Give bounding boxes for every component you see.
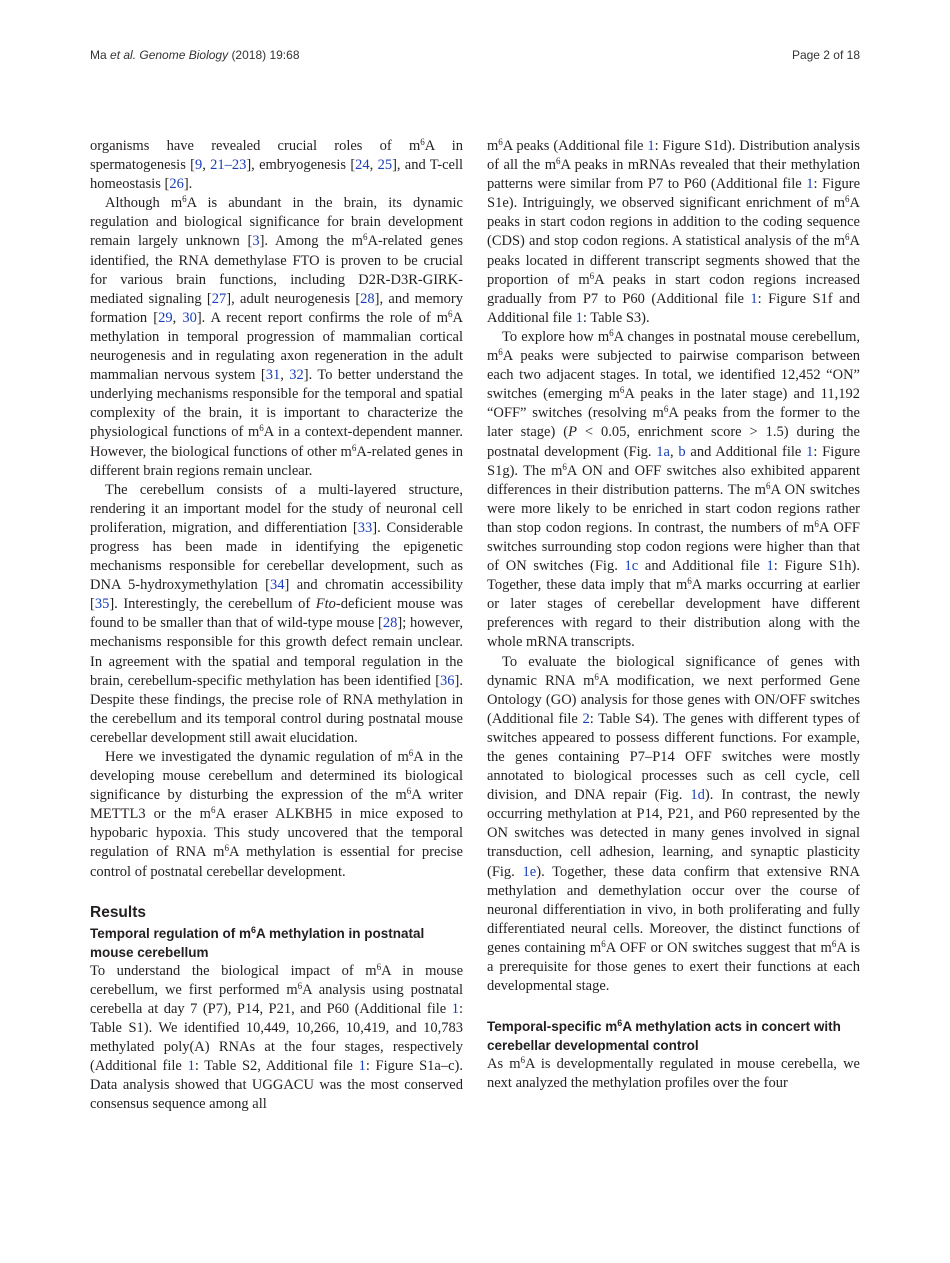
subsection-heading: Temporal regulation of $m^6A$ methylation in postnatal mouse cerebellum: [90, 924, 425, 960]
paragraph: organisms have revealed crucial roles of $m^6A$ in spermatogenesis [9, 21–23], embryogenesis [24, 25], and T-cell homeostasis [26].: [90, 137, 464, 193]
running-header-page-number: Page 2 of 18: [791, 48, 860, 62]
right-column: [487, 137, 860, 1093]
left-column: [90, 137, 463, 1114]
paragraph: The cerebellum consists of a multi-layered structure, rendering it an important model for the study of neuronal cell proliferation, migration, and differentiation [33]. Considerable progress has been made in identifying the epigenetic mechanisms responsible for cerebellar development, such as DNA 5-hydroxymethylation [34] and chromatin accessibility [35]. Interestingly, the cerebellum of Fto-deficient mouse was found to be smaller than that of wild-type mouse [28]; however, mechanisms responsible for this growth defect remain unclear. In agreement with the spatial and temporal regulation in the brain, cerebellum-specific methylation has been identified [36]. Despite these findings, the precise role of RNA methylation in the cerebellum and its temporal control during postnatal mouse cerebellar development still await elucidation.: [90, 481, 463, 746]
paragraph: Although $m^6A$ is abundant in the brain, its dynamic regulation and biological significance for brain development remain largely unknown [3]. Among the $m^6A$-related genes identified, the RNA demethylase FTO is proven to be crucial for various brain functions, including D2R-D3R-GIRK-mediated signaling [27], adult neurogenesis [28], and memory formation [29, 30]. A recent report confirms the role of $m^6A$ methylation in temporal progression of mammalian cortical neurogenesis and in regulating axon regeneration in the adult mammalian nervous system [31, 32]. To better understand the underlying mechanisms responsible for the temporal and spatial complexity of the brain, it is important to characterize the physiological functions of $m^6A$ in a context-dependent manner. However, the biological functions of other $m^6A$-related genes in different brain regions remain unclear.: [90, 194, 464, 479]
paragraph: As $m^6A$ is developmentally regulated in mouse cerebella, we next analyzed the methylation profiles over the four: [487, 1055, 860, 1092]
paragraph: To understand the biological impact of $m^6A$ in mouse cerebellum, we first performed $m^6A$ analysis using postnatal cerebella at day 7 (P7), P14, P21, and P60 (Additional file 1: Table S1). We identified 10,449, 10,266, 10,419, and 10,783 methylated poly(A) RNAs at the four stages, respectively (Additional file 1: Table S2, Additional file 1: Figure S1a–c). Data analysis showed that UGGACU was the most conserved consensus sequence among all: [90, 961, 464, 1113]
paragraph: To explore how $m^6A$ changes in postnatal mouse cerebellum, $m^6A$ peaks were subjected to pairwise comparison between each two adjacent stages. In total, we identified 12,452 “ON” switches (emerging $m^6A$ peaks in the later stage) and 11,192 “OFF” switches (resolving $m^6A$ peaks from the former to the later stage) (P < 0.05, enrichment score > 1.5) during the postnatal development (Fig. 1a, b and Additional file 1: Figure S1g). The $m^6A$ ON and OFF switches also exhibited apparent differences in their distribution patterns. The $m^6A$ ON switches were more likely to be enriched in start codon regions rather than stop codon regions. In contrast, the numbers of $m^6A$ OFF switches surrounding stop codon regions were higher than that of ON switches (Fig. 1c and Additional file 1: Figure S1h). Together, these data imply that $m^6A$ marks occurring at earlier or later stages of cerebellar development have different preferences with regard to their distribution along with the whole mRNA transcripts.: [487, 327, 861, 651]
running-header-citation: Ma et al. Genome Biology (2018) 19:68: [90, 48, 300, 62]
paragraph: To evaluate the biological significance of genes with dynamic RNA $m^6A$ modification, we next performed Gene Ontology (GO) analysis for those genes with ON/OFF switches (Additional file 2: Table S4). The genes with different types of switches appeared to possess different functions. For example, the genes containing P7–P14 OFF switches were mostly annotated to biological processes such as cell cycle, cell division, and DNA repair (Fig. 1d). In contrast, the newly occurring methylation at P14, P21, and P60 represented by the ON switches was detected in many genes involved in signal transduction, cell adhesion, learning, and synaptic plasticity (Fig. 1e). Together, these data confirm that extensive RNA methylation and demethylation occur over the course of neuronal differentiation in vivo, in both proliferating and fully differentiated neural cells. Moreover, the distinct functions of genes containing $m^6A$ OFF or ON switches suggest that $m^6A$ is a prerequisite for those genes to exert their functions at each developmental stage.: [487, 653, 860, 995]
paragraph: $m^6A$ peaks (Additional file 1: Figure S1d). Distribution analysis of all the $m^6A$ peaks in mRNAs revealed that their methylation patterns were similar from P7 to P60 (Additional file 1: Figure S1e). Intriguingly, we observed significant enrichment of $m^6A$ peaks in start codon regions in addition to the coding sequence (CDS) and stop codon regions. A statistical analysis of the $m^6A$ peaks located in different transcript segments showed that the proportion of $m^6A$ peaks in start codon regions increased gradually from P7 to P60 (Additional file 1: Figure S1f and Additional file 1: Table S3).: [487, 137, 861, 326]
paragraph: Here we investigated the dynamic regulation of $m^6A$ in the developing mouse cerebellum and determined its biological significance by disturbing the expression of the $m^6A$ writer METTL3 or the $m^6A$ eraser ALKBH5 in mice exposed to hypobaric hypoxia. This study uncovered that the temporal regulation of RNA $m^6A$ methylation is essential for precise control of postnatal cerebellar development.: [90, 748, 463, 880]
section-heading-results: Results: [90, 903, 146, 921]
subsection-heading: Temporal-specific $m^6A$ methylation acts in concert with cerebellar developmental control: [487, 1018, 841, 1054]
